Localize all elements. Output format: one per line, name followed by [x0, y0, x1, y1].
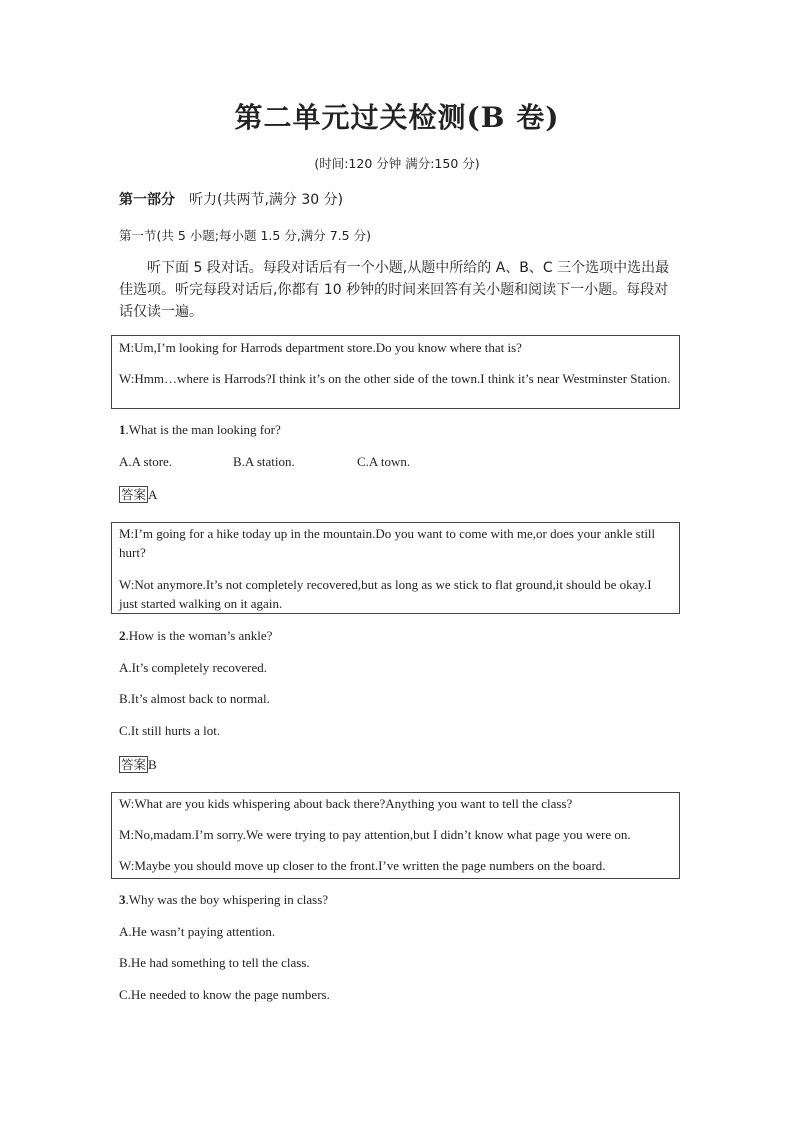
- question-number: 1: [119, 422, 126, 437]
- dialogue-line: M:I’m going for a hike today up in the mountain.Do you want to come with me,or does your ankle still hurt?: [119, 526, 656, 560]
- question-text: .What is the man looking for?: [125, 422, 281, 437]
- answer-tag: 答案: [121, 487, 147, 502]
- dialogue-line: M:No,madam.I’m sorry.We were trying to pay attention,but I didn’t know what page you were on.: [119, 827, 631, 842]
- dialogue-line: M:Um,I’m looking for Harrods department store.Do you know where that is?: [119, 340, 522, 355]
- question-text: .How is the woman’s ankle?: [125, 628, 273, 643]
- option-a: A.A store.: [119, 454, 173, 469]
- exam-time-info: (时间:120 分钟 满分:150 分): [314, 156, 480, 171]
- option-c: C.He needed to know the page numbers.: [119, 987, 330, 1002]
- part-heading: [119, 189, 343, 209]
- option-b: B.He had something to tell the class.: [119, 955, 310, 970]
- answer-tag: 答案: [121, 757, 147, 772]
- question-2: [119, 628, 272, 644]
- part-label: 第一部分: [119, 192, 175, 208]
- dialogue-line: W:Maybe you should move up closer to the front.I’ve written the page numbers on the board.: [119, 858, 606, 873]
- option-a: A.He wasn’t paying attention.: [119, 924, 276, 939]
- option-a: A.It’s completely recovered.: [119, 660, 267, 675]
- answer-value: B: [148, 757, 157, 772]
- dialogue-box-1: [111, 335, 680, 409]
- answer-value: A: [148, 487, 158, 502]
- dialogue-line: W:Not anymore.It’s not completely recovered,but as long as we stick to flat ground,it should be okay.I just started walking on it again.: [119, 577, 652, 611]
- question-text: .Why was the boy whispering in class?: [125, 892, 329, 907]
- dialogue-box-2: [111, 522, 680, 614]
- option-b: B.It’s almost back to normal.: [119, 691, 270, 706]
- question-3: [119, 892, 328, 908]
- answer-2: [119, 756, 157, 773]
- option-b: B.A station.: [233, 454, 295, 469]
- instructions: 听下面 5 段对话。每段对话后有一个小题,从题中所给的 A、B、C 三个选项中选出最佳选项。听完每段对话后,你都有 10 秒钟的时间来回答有关小题和阅读下一小题。每段对话仅读一遍。: [119, 260, 670, 320]
- question-1: [119, 422, 281, 438]
- question-number: 3: [119, 892, 126, 907]
- page-title: 第二单元过关检测(B 卷): [234, 101, 560, 134]
- part-desc: 听力(共两节,满分 30 分): [189, 192, 344, 208]
- dialogue-box-3: [111, 792, 680, 879]
- option-c: C.It still hurts a lot.: [119, 723, 221, 738]
- answer-1: [119, 486, 157, 503]
- dialogue-line: W:What are you kids whispering about back there?Anything you want to tell the class?: [119, 796, 573, 811]
- dialogue-line: W:Hmm…where is Harrods?I think it’s on the other side of the town.I think it’s near Westminster Station.: [119, 371, 671, 386]
- section-heading: 第一节(共 5 小题;每小题 1.5 分,满分 7.5 分): [119, 228, 371, 243]
- question-number: 2: [119, 628, 126, 643]
- option-c: C.A town.: [357, 454, 411, 469]
